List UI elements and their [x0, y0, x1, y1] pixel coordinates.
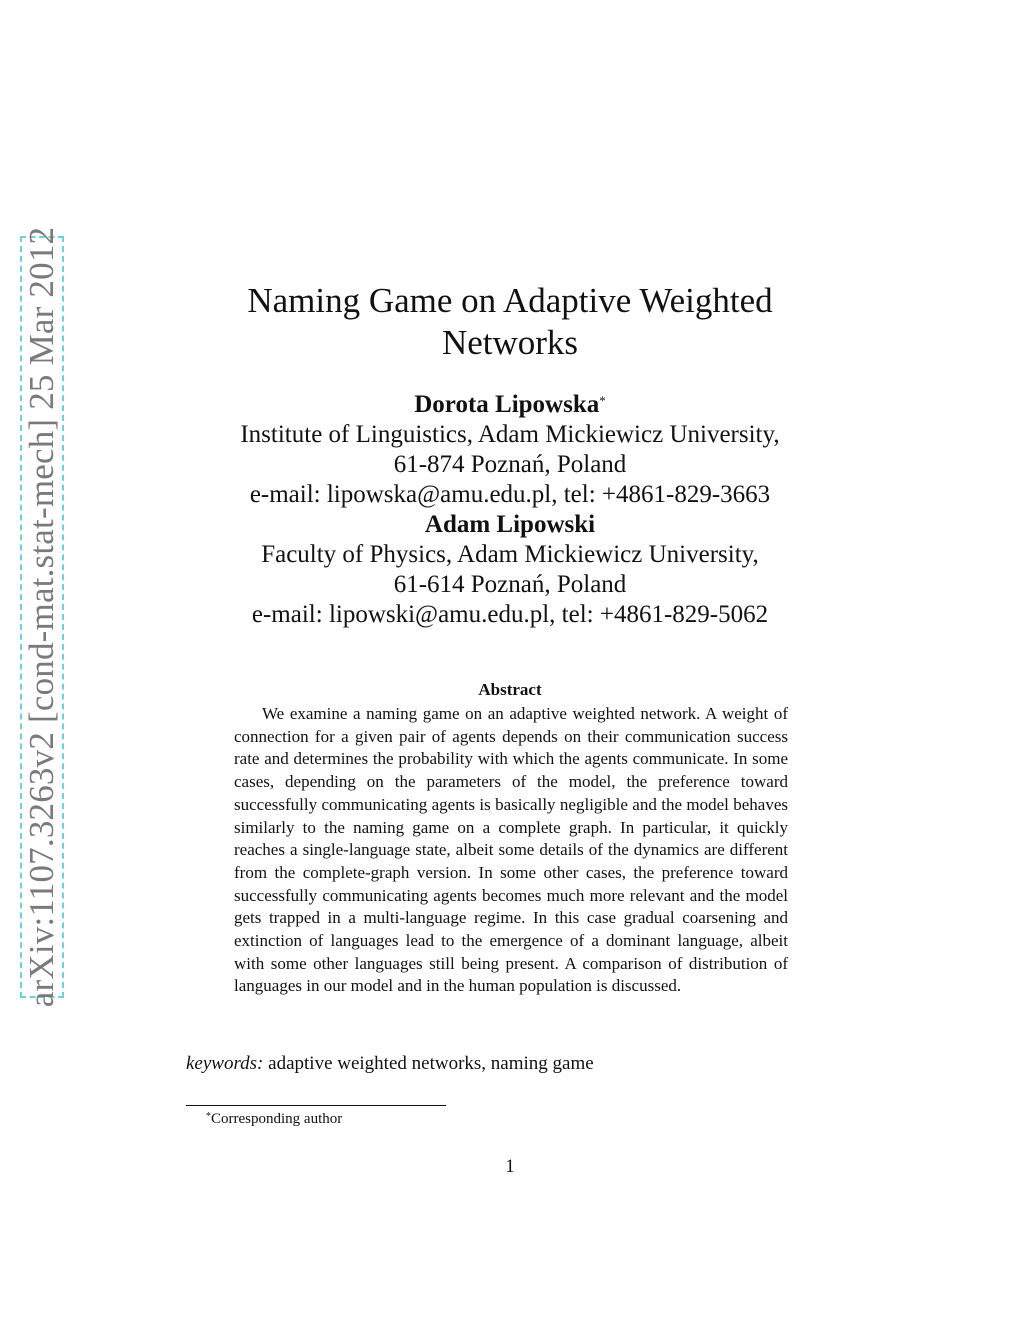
author-affiliation: Institute of Linguistics, Adam Mickiewicz University, — [240, 421, 780, 448]
page-number: 1 — [505, 1156, 515, 1177]
paper-title: Naming Game on Adaptive Weighted Networks — [247, 281, 773, 362]
author-affiliation: Faculty of Physics, Adam Mickiewicz University, — [261, 541, 759, 568]
author-block — [170, 390, 850, 630]
keywords-label: keywords: — [186, 1053, 264, 1074]
author-name: Dorota Lipowska* — [414, 391, 606, 418]
author-2 — [170, 510, 850, 630]
abstract-body: We examine a naming game on an adaptive weighted network. A weight of connection for a given pair of agents depends on their communication success rate and determines the probability with which the agents communicate. In some cases, depending on the parameters of the model, the preference toward successfully communicating agents is basically negligible and the model behaves similarly to the naming game on a complete graph. In particular, it quickly reaches a single-language state, albeit some details of the dynamics are different from the complete-graph version. In some other cases, the preference toward successfully communicating agents becomes much more relevant and the model gets trapped in a multi-language regime. In this case gradual coarsening and extinction of languages lead to the emergence of a dominant language, albeit with some other languages still being present. A comparison of distribution of languages in our model and in the human population is discussed. — [234, 704, 788, 996]
author-contact: e-mail: lipowski@amu.edu.pl, tel: +4861-829-5062 — [251, 601, 769, 628]
footnote-text: Corresponding author — [211, 1111, 343, 1127]
arxiv-stamp: arXiv:1107.3263v2 [cond-mat.stat-mech] 25 Mar 2012 — [22, 226, 61, 1008]
author-address: 61-614 Poznań, Poland — [393, 571, 627, 598]
author-address: 61-874 Poznań, Poland — [393, 451, 627, 478]
footnote — [206, 1109, 342, 1129]
keywords-line — [186, 1052, 886, 1076]
footnote-mark: * — [206, 1111, 211, 1122]
author-contact: e-mail: lipowska@amu.edu.pl, tel: +4861-829-3663 — [249, 481, 771, 508]
keywords-value: adaptive weighted networks, naming game — [268, 1053, 594, 1074]
author-footnote-mark: * — [599, 393, 606, 408]
author-name: Adam Lipowski — [424, 511, 596, 538]
footnote-divider — [186, 1105, 446, 1106]
abstract-heading: Abstract — [478, 680, 542, 699]
author-1 — [170, 390, 850, 510]
